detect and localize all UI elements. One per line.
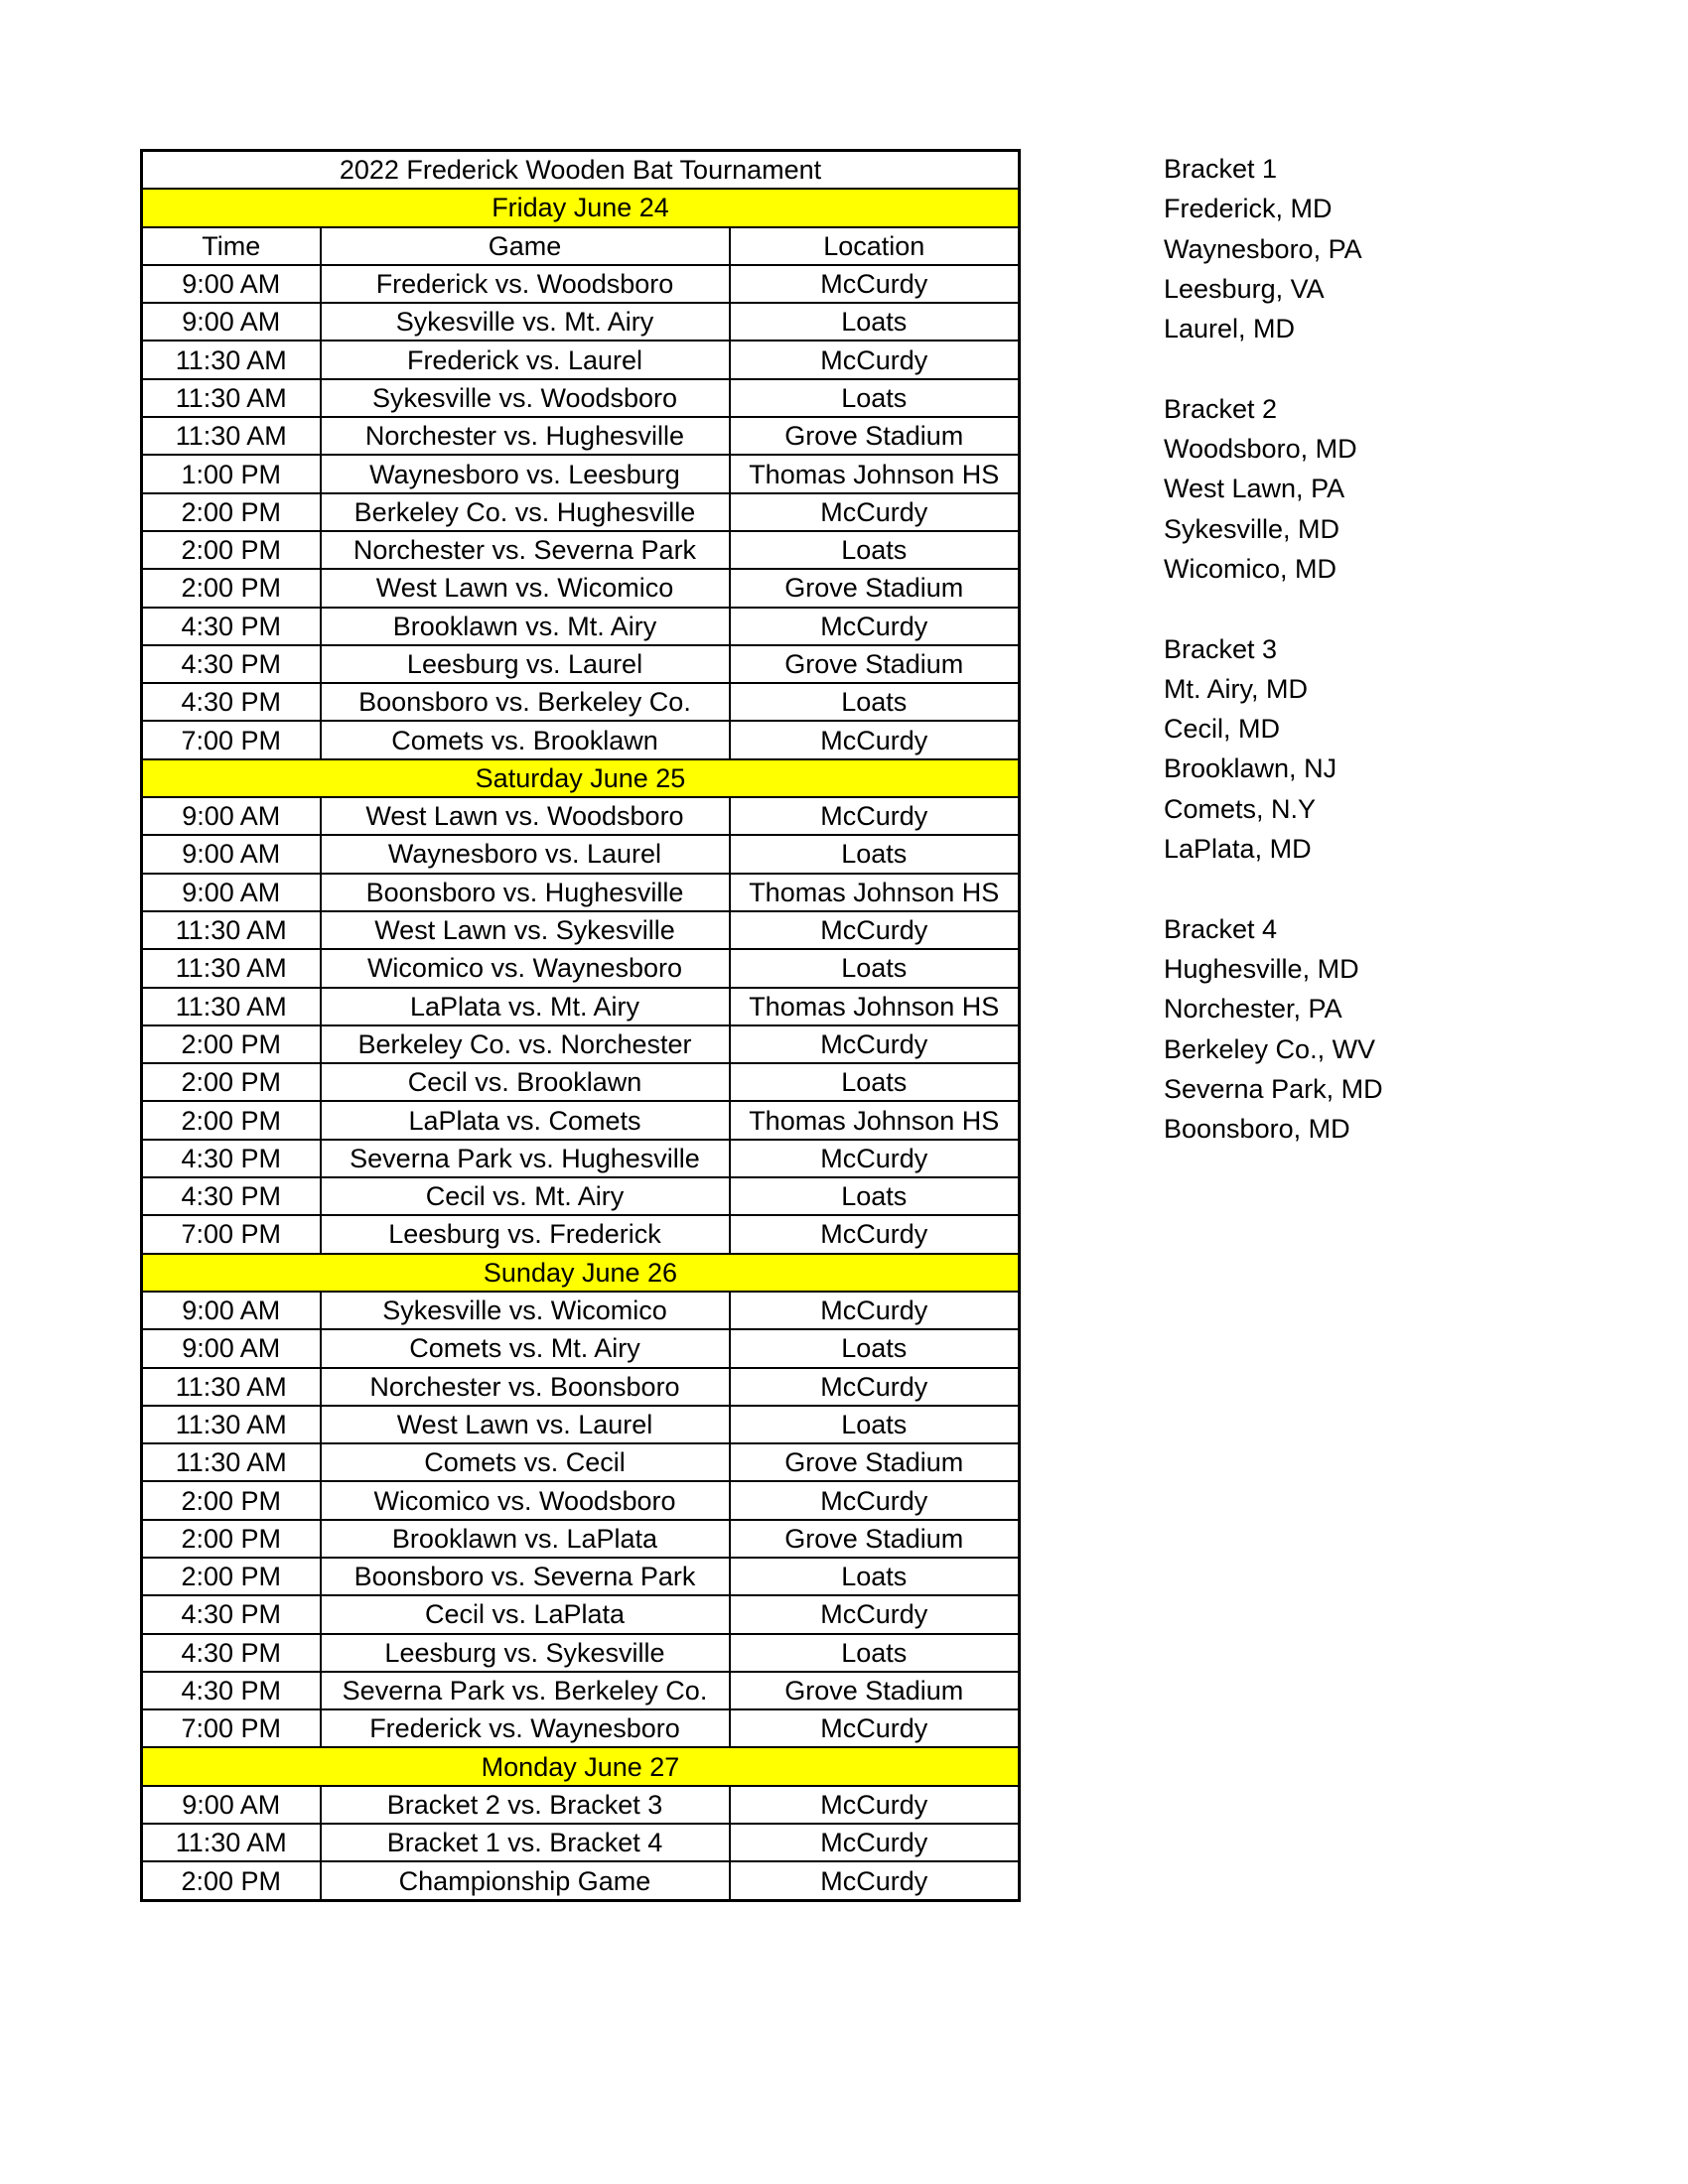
game-matchup: Frederick vs. Laurel bbox=[321, 341, 730, 378]
game-time: 9:00 AM bbox=[142, 303, 321, 341]
bracket-team: Leesburg, VA bbox=[1164, 273, 1325, 304]
game-matchup: Comets vs. Mt. Airy bbox=[321, 1329, 730, 1367]
table-row bbox=[142, 531, 1020, 569]
game-time: 9:00 AM bbox=[142, 1292, 321, 1329]
game-time: 2:00 PM bbox=[142, 531, 321, 569]
game-location: McCurdy bbox=[730, 1481, 1020, 1519]
table-row bbox=[142, 1709, 1020, 1747]
bracket-team: West Lawn, PA bbox=[1164, 474, 1345, 504]
game-time: 4:30 PM bbox=[142, 608, 321, 645]
day-row bbox=[142, 189, 1020, 226]
game-time: 7:00 PM bbox=[142, 1215, 321, 1253]
table-row bbox=[142, 1368, 1020, 1406]
day-label: Monday June 27 bbox=[142, 1747, 1020, 1785]
game-location: McCurdy bbox=[730, 1140, 1020, 1177]
table-row bbox=[142, 1101, 1020, 1139]
table-row bbox=[142, 721, 1020, 758]
game-time: 11:30 AM bbox=[142, 911, 321, 949]
brackets-list bbox=[1164, 149, 1383, 1149]
bracket-team: Wicomico, MD bbox=[1164, 553, 1336, 584]
bracket-heading: Bracket 2 bbox=[1164, 393, 1278, 424]
table-row bbox=[142, 1786, 1020, 1824]
game-location: McCurdy bbox=[730, 265, 1020, 303]
game-time: 11:30 AM bbox=[142, 379, 321, 417]
game-matchup: Sykesville vs. Woodsboro bbox=[321, 379, 730, 417]
game-location: Grove Stadium bbox=[730, 417, 1020, 455]
bracket-spacer bbox=[1164, 869, 1383, 908]
game-matchup: Sykesville vs. Mt. Airy bbox=[321, 303, 730, 341]
table-row bbox=[142, 1329, 1020, 1367]
day-row bbox=[142, 759, 1020, 797]
game-location: McCurdy bbox=[730, 721, 1020, 758]
table-row bbox=[142, 835, 1020, 873]
game-location: Thomas Johnson HS bbox=[730, 874, 1020, 911]
table-row bbox=[142, 1595, 1020, 1633]
game-matchup: Cecil vs. Mt. Airy bbox=[321, 1177, 730, 1215]
bracket-heading: Bracket 4 bbox=[1164, 913, 1278, 944]
game-matchup: Norchester vs. Hughesville bbox=[321, 417, 730, 455]
table-title: 2022 Frederick Wooden Bat Tournament bbox=[142, 151, 1020, 190]
table-row bbox=[142, 608, 1020, 645]
game-location: McCurdy bbox=[730, 1824, 1020, 1861]
game-location: Loats bbox=[730, 1558, 1020, 1595]
table-row bbox=[142, 1520, 1020, 1558]
table-row bbox=[142, 1177, 1020, 1215]
table-row bbox=[142, 1215, 1020, 1253]
game-location: Grove Stadium bbox=[730, 645, 1020, 683]
bracket-team: Woodsboro, MD bbox=[1164, 434, 1357, 465]
game-location: Loats bbox=[730, 1329, 1020, 1367]
game-matchup: Comets vs. Brooklawn bbox=[321, 721, 730, 758]
game-matchup: Severna Park vs. Hughesville bbox=[321, 1140, 730, 1177]
game-location: McCurdy bbox=[730, 1786, 1020, 1824]
game-matchup: Frederick vs. Waynesboro bbox=[321, 1709, 730, 1747]
header-location: Location bbox=[730, 227, 1020, 265]
game-time: 2:00 PM bbox=[142, 569, 321, 607]
game-matchup: Norchester vs. Severna Park bbox=[321, 531, 730, 569]
bracket-team: Severna Park, MD bbox=[1164, 1073, 1383, 1104]
game-location: Loats bbox=[730, 1634, 1020, 1672]
game-matchup: Waynesboro vs. Laurel bbox=[321, 835, 730, 873]
table-row bbox=[142, 341, 1020, 378]
game-location: Thomas Johnson HS bbox=[730, 988, 1020, 1025]
game-matchup: Berkeley Co. vs. Norchester bbox=[321, 1025, 730, 1063]
game-location: McCurdy bbox=[730, 1368, 1020, 1406]
bracket-heading: Bracket 3 bbox=[1164, 633, 1278, 664]
game-location: McCurdy bbox=[730, 1595, 1020, 1633]
bracket-team: Waynesboro, PA bbox=[1164, 233, 1362, 264]
game-matchup: Boonsboro vs. Hughesville bbox=[321, 874, 730, 911]
game-matchup: LaPlata vs. Comets bbox=[321, 1101, 730, 1139]
game-location: McCurdy bbox=[730, 1292, 1020, 1329]
table-row bbox=[142, 911, 1020, 949]
game-matchup: West Lawn vs. Wicomico bbox=[321, 569, 730, 607]
game-time: 2:00 PM bbox=[142, 1025, 321, 1063]
game-matchup: Sykesville vs. Wicomico bbox=[321, 1292, 730, 1329]
bracket-spacer bbox=[1164, 348, 1383, 388]
game-matchup: Norchester vs. Boonsboro bbox=[321, 1368, 730, 1406]
game-location: McCurdy bbox=[730, 1025, 1020, 1063]
bracket-team: Cecil, MD bbox=[1164, 714, 1281, 745]
game-location: Grove Stadium bbox=[730, 1672, 1020, 1709]
day-row bbox=[142, 1747, 1020, 1785]
game-location: Loats bbox=[730, 303, 1020, 341]
header-row bbox=[142, 227, 1020, 265]
game-location: Thomas Johnson HS bbox=[730, 455, 1020, 492]
table-row bbox=[142, 1443, 1020, 1481]
game-time: 11:30 AM bbox=[142, 1406, 321, 1443]
table-row bbox=[142, 303, 1020, 341]
table-row bbox=[142, 1406, 1020, 1443]
game-location: McCurdy bbox=[730, 1861, 1020, 1900]
day-row bbox=[142, 1254, 1020, 1292]
table-row bbox=[142, 455, 1020, 492]
game-matchup: Brooklawn vs. Mt. Airy bbox=[321, 608, 730, 645]
game-time: 2:00 PM bbox=[142, 1481, 321, 1519]
table-row bbox=[142, 493, 1020, 531]
game-matchup: Cecil vs. Brooklawn bbox=[321, 1063, 730, 1101]
game-time: 2:00 PM bbox=[142, 493, 321, 531]
game-matchup: West Lawn vs. Laurel bbox=[321, 1406, 730, 1443]
game-matchup: Boonsboro vs. Berkeley Co. bbox=[321, 683, 730, 721]
game-time: 7:00 PM bbox=[142, 1709, 321, 1747]
table-row bbox=[142, 1672, 1020, 1709]
table-row bbox=[142, 1292, 1020, 1329]
bracket-team: Hughesville, MD bbox=[1164, 953, 1359, 984]
game-time: 11:30 AM bbox=[142, 341, 321, 378]
day-label: Friday June 24 bbox=[142, 189, 1020, 226]
game-location: McCurdy bbox=[730, 608, 1020, 645]
bracket-team: Sykesville, MD bbox=[1164, 513, 1340, 544]
table-row bbox=[142, 569, 1020, 607]
game-time: 11:30 AM bbox=[142, 1443, 321, 1481]
game-matchup: Leesburg vs. Sykesville bbox=[321, 1634, 730, 1672]
game-matchup: Leesburg vs. Laurel bbox=[321, 645, 730, 683]
game-time: 9:00 AM bbox=[142, 835, 321, 873]
bracket-team: Laurel, MD bbox=[1164, 314, 1296, 344]
table-row bbox=[142, 379, 1020, 417]
game-matchup: Cecil vs. LaPlata bbox=[321, 1595, 730, 1633]
bracket-team: LaPlata, MD bbox=[1164, 834, 1312, 865]
game-location: McCurdy bbox=[730, 341, 1020, 378]
table-row bbox=[142, 1025, 1020, 1063]
game-matchup: Berkeley Co. vs. Hughesville bbox=[321, 493, 730, 531]
game-time: 2:00 PM bbox=[142, 1861, 321, 1900]
game-location: Loats bbox=[730, 949, 1020, 987]
table-row bbox=[142, 417, 1020, 455]
table-row bbox=[142, 1634, 1020, 1672]
game-time: 4:30 PM bbox=[142, 1177, 321, 1215]
game-matchup: Bracket 2 vs. Bracket 3 bbox=[321, 1786, 730, 1824]
game-time: 9:00 AM bbox=[142, 797, 321, 835]
game-location: Loats bbox=[730, 683, 1020, 721]
game-time: 4:30 PM bbox=[142, 645, 321, 683]
game-location: Grove Stadium bbox=[730, 1520, 1020, 1558]
game-time: 1:00 PM bbox=[142, 455, 321, 492]
schedule-body bbox=[142, 151, 1020, 1901]
game-time: 4:30 PM bbox=[142, 1140, 321, 1177]
bracket-team: Boonsboro, MD bbox=[1164, 1114, 1350, 1145]
game-location: McCurdy bbox=[730, 911, 1020, 949]
game-time: 11:30 AM bbox=[142, 988, 321, 1025]
game-matchup: LaPlata vs. Mt. Airy bbox=[321, 988, 730, 1025]
header-time: Time bbox=[142, 227, 321, 265]
game-location: Loats bbox=[730, 1063, 1020, 1101]
game-time: 2:00 PM bbox=[142, 1101, 321, 1139]
table-row bbox=[142, 797, 1020, 835]
game-time: 9:00 AM bbox=[142, 1786, 321, 1824]
game-location: Loats bbox=[730, 1406, 1020, 1443]
game-location: Loats bbox=[730, 1177, 1020, 1215]
game-time: 4:30 PM bbox=[142, 1595, 321, 1633]
game-time: 2:00 PM bbox=[142, 1063, 321, 1101]
game-location: McCurdy bbox=[730, 1709, 1020, 1747]
game-location: Loats bbox=[730, 531, 1020, 569]
game-matchup: Severna Park vs. Berkeley Co. bbox=[321, 1672, 730, 1709]
table-row bbox=[142, 949, 1020, 987]
game-time: 2:00 PM bbox=[142, 1520, 321, 1558]
table-row bbox=[142, 1063, 1020, 1101]
game-matchup: Brooklawn vs. LaPlata bbox=[321, 1520, 730, 1558]
day-label: Saturday June 25 bbox=[142, 759, 1020, 797]
table-row bbox=[142, 683, 1020, 721]
game-time: 11:30 AM bbox=[142, 1824, 321, 1861]
game-location: McCurdy bbox=[730, 1215, 1020, 1253]
game-time: 9:00 AM bbox=[142, 265, 321, 303]
game-location: Grove Stadium bbox=[730, 569, 1020, 607]
game-matchup: Frederick vs. Woodsboro bbox=[321, 265, 730, 303]
title-row bbox=[142, 151, 1020, 190]
day-label: Sunday June 26 bbox=[142, 1254, 1020, 1292]
game-location: McCurdy bbox=[730, 797, 1020, 835]
game-time: 4:30 PM bbox=[142, 683, 321, 721]
game-matchup: Boonsboro vs. Severna Park bbox=[321, 1558, 730, 1595]
game-location: Thomas Johnson HS bbox=[730, 1101, 1020, 1139]
game-matchup: West Lawn vs. Sykesville bbox=[321, 911, 730, 949]
game-matchup: Championship Game bbox=[321, 1861, 730, 1900]
game-time: 11:30 AM bbox=[142, 1368, 321, 1406]
game-time: 2:00 PM bbox=[142, 1558, 321, 1595]
game-time: 4:30 PM bbox=[142, 1672, 321, 1709]
bracket-team: Norchester, PA bbox=[1164, 994, 1342, 1024]
table-row bbox=[142, 645, 1020, 683]
game-time: 11:30 AM bbox=[142, 417, 321, 455]
bracket-team: Frederick, MD bbox=[1164, 194, 1333, 224]
game-time: 11:30 AM bbox=[142, 949, 321, 987]
table-row bbox=[142, 1558, 1020, 1595]
bracket-team: Mt. Airy, MD bbox=[1164, 673, 1308, 704]
table-row bbox=[142, 1481, 1020, 1519]
game-location: Loats bbox=[730, 835, 1020, 873]
game-time: 9:00 AM bbox=[142, 1329, 321, 1367]
game-matchup: Waynesboro vs. Leesburg bbox=[321, 455, 730, 492]
game-location: Grove Stadium bbox=[730, 1443, 1020, 1481]
table-row bbox=[142, 1861, 1020, 1900]
table-row bbox=[142, 1824, 1020, 1861]
bracket-team: Comets, N.Y bbox=[1164, 793, 1317, 824]
game-location: McCurdy bbox=[730, 493, 1020, 531]
header-game: Game bbox=[321, 227, 730, 265]
bracket-heading: Bracket 1 bbox=[1164, 154, 1278, 184]
bracket-spacer bbox=[1164, 589, 1383, 628]
game-matchup: Wicomico vs. Woodsboro bbox=[321, 1481, 730, 1519]
table-row bbox=[142, 1140, 1020, 1177]
game-location: Loats bbox=[730, 379, 1020, 417]
game-matchup: Comets vs. Cecil bbox=[321, 1443, 730, 1481]
bracket-team: Berkeley Co., WV bbox=[1164, 1033, 1376, 1064]
game-matchup: Bracket 1 vs. Bracket 4 bbox=[321, 1824, 730, 1861]
game-matchup: West Lawn vs. Woodsboro bbox=[321, 797, 730, 835]
table-row bbox=[142, 265, 1020, 303]
table-row bbox=[142, 874, 1020, 911]
game-time: 4:30 PM bbox=[142, 1634, 321, 1672]
game-matchup: Leesburg vs. Frederick bbox=[321, 1215, 730, 1253]
game-time: 9:00 AM bbox=[142, 874, 321, 911]
table-row bbox=[142, 988, 1020, 1025]
schedule-table bbox=[140, 149, 1021, 1902]
game-matchup: Wicomico vs. Waynesboro bbox=[321, 949, 730, 987]
bracket-team: Brooklawn, NJ bbox=[1164, 753, 1337, 784]
game-time: 7:00 PM bbox=[142, 721, 321, 758]
